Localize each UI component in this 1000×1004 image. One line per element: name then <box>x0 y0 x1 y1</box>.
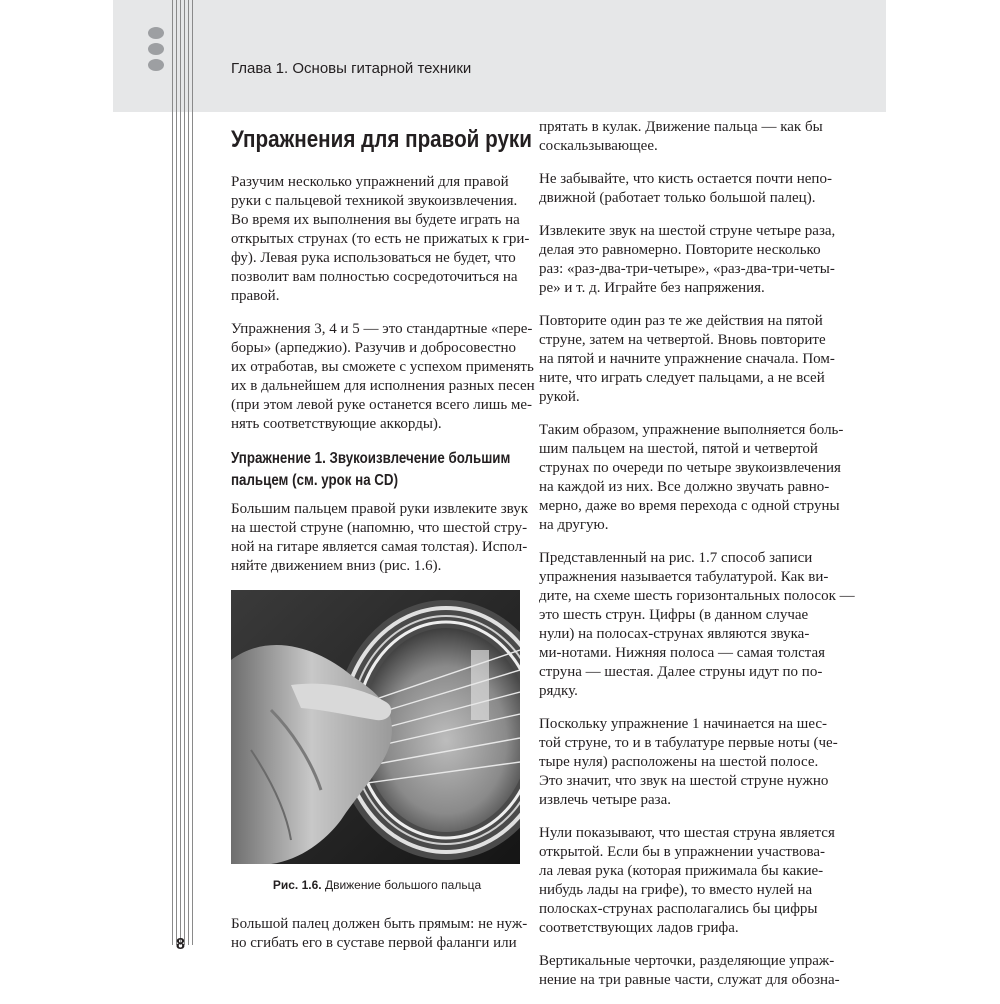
dot <box>148 43 164 55</box>
text-line: ной на гитаре является самая толстая). Испол- <box>231 539 528 555</box>
text-line: рядку. <box>539 683 578 699</box>
text-line: рукой. <box>539 389 580 405</box>
text-line: нибудь лады на грифе), то вместо нулей на <box>539 882 813 898</box>
text-line: соответствующих ладов грифа. <box>539 920 739 936</box>
paragraph <box>539 952 840 990</box>
text-line: Большой палец должен быть прямым: не нуж- <box>231 916 528 932</box>
dot <box>148 27 164 39</box>
paragraph <box>539 118 829 156</box>
text-line: нять соответствующие аккорды). <box>231 416 442 432</box>
text-line: нули) на полосах-струнах являются звука- <box>539 626 810 642</box>
text-line: Таким образом, упражнение выполняется боль- <box>539 422 844 438</box>
paragraph <box>539 312 835 407</box>
text-line: открытых струнах (то есть не прижатых к гри- <box>231 231 530 247</box>
left-column <box>231 118 535 967</box>
exercise-title <box>231 448 511 492</box>
text-line: ните, что играть следует пальцами, а не всей <box>539 370 825 386</box>
text-line: на другую. <box>539 517 609 533</box>
text-line: Это значит, что звук на шестой струне нужно <box>539 773 829 789</box>
text-line: мерно, даже во время перехода с одной струны <box>539 498 840 514</box>
text-line: правой. <box>231 288 280 304</box>
paragraph <box>539 824 835 938</box>
text-line: дите, на схеме шесть горизонтальных полосок — <box>539 588 855 604</box>
text-line: но сгибать его в суставе первой фаланги или <box>231 935 517 951</box>
text-line: струнах по очереди по четыре звукоизвлечения <box>539 460 841 476</box>
paragraph <box>539 715 838 810</box>
guitar-photo-drawing <box>231 590 520 864</box>
chapter-title: Глава 1. Основы гитарной техники <box>231 60 472 77</box>
paragraph <box>231 173 530 306</box>
paragraph <box>231 915 528 953</box>
text-line: Повторите один раз те же действия на пятой <box>539 313 823 329</box>
text-line: их отработав, вы сможете с успехом применять <box>231 359 534 375</box>
text-line: это шесть струн. Цифры (в данном случае <box>539 607 809 623</box>
dot <box>148 59 164 71</box>
text-line: Поскольку упражнение 1 начинается на шес- <box>539 716 828 732</box>
text-line: движной (работает только большой палец). <box>539 190 816 206</box>
text-line: Нули показывают, что шестая струна является <box>539 825 835 841</box>
text-line: полосках-струнах располагались бы цифры <box>539 901 818 917</box>
paragraph <box>231 320 535 434</box>
margin-rule-lines <box>172 0 194 945</box>
text-line: Представленный на рис. 1.7 способ записи <box>539 550 813 566</box>
text-line: тыре нуля) расположены на шестой полосе. <box>539 754 819 770</box>
text-line: няйте движением вниз (рис. 1.6). <box>231 558 442 574</box>
text-line: руки с пальцевой техникой звукоизвлечения. <box>231 193 518 209</box>
text-line: Не забывайте, что кисть остается почти непо- <box>539 171 832 187</box>
paragraph <box>539 549 855 701</box>
figure-caption <box>231 876 523 895</box>
text-line: извлечь четыре раза. <box>539 792 671 808</box>
text-line: на пятой и начните упражнение сначала. Пом- <box>539 351 835 367</box>
chapter-dots <box>148 27 166 75</box>
guitar-thumb-photo <box>231 590 520 864</box>
text-line: прятать в кулак. Движение пальца — как бы <box>539 119 823 135</box>
text-line: на каждой из них. Все должно звучать равно- <box>539 479 830 495</box>
paragraph <box>539 170 832 208</box>
exercise-title-line: Упражнение 1. Звукоизвлечение большим <box>231 450 511 467</box>
text-line: соскальзывающее. <box>539 138 658 154</box>
text-line: ла левая рука (которая прижимала бы какие- <box>539 863 824 879</box>
paragraph <box>539 421 844 535</box>
text-line: шим пальцем на шестой, пятой и четвертой <box>539 441 818 457</box>
exercise-title-line: пальцем (см. урок на CD) <box>231 472 399 489</box>
text-line: Вертикальные черточки, разделяющие упраж- <box>539 953 835 969</box>
text-line: открытой. Если бы в упражнении участвова- <box>539 844 825 860</box>
page-number: 8 <box>176 936 185 953</box>
text-line: Большим пальцем правой руки извлеките звук <box>231 501 528 517</box>
text-line: ми-нотами. Нижняя полоса — самая толстая <box>539 645 826 661</box>
text-line: ре» и т. д. Играйте без напряжения. <box>539 280 765 296</box>
text-line: упражнения называется табулатурой. Как ви- <box>539 569 829 585</box>
text-line: Во время их выполнения вы будете играть на <box>231 212 520 228</box>
text-line: позволит вам полностью сосредоточиться на <box>231 269 518 285</box>
text-line: делая это равномерно. Повторите несколько <box>539 242 821 258</box>
text-line: струне, затем на четвертой. Вновь повторите <box>539 332 826 348</box>
text-line: боры» (арпеджио). Разучив и добросовестно <box>231 340 516 356</box>
text-line: их в дальнейшем для исполнения разных песен <box>231 378 535 394</box>
text-line: струна — шестая. Далее струны идут по по- <box>539 664 823 680</box>
text-line: фу). Левая рука использоваться не будет, что <box>231 250 516 266</box>
text-line: Упражнения 3, 4 и 5 — это стандартные «пере- <box>231 321 533 337</box>
figure-caption-label: Рис. 1.6. <box>272 878 322 892</box>
text-line: Извлеките звук на шестой струне четыре раза, <box>539 223 836 239</box>
right-column <box>539 118 855 1004</box>
text-line: Разучим несколько упражнений для правой <box>231 174 509 190</box>
paragraph <box>231 500 528 576</box>
figure-caption-text: Движение большого пальца <box>324 878 482 892</box>
text-line: раз: «раз-два-три-четыре», «раз-два-три-четы- <box>539 261 835 277</box>
text-line: (при этом левой руке останется всего лишь ме- <box>231 397 533 413</box>
paragraph <box>539 222 836 298</box>
text-line: нение на три равные части, служат для обозна- <box>539 972 840 988</box>
text-line: на шестой струне (напомню, что шестой стру- <box>231 520 528 536</box>
header-band <box>113 0 886 112</box>
text-line: той струне, то и в табулатуре первые ноты (че- <box>539 735 838 751</box>
section-title: Упражнения для правой руки <box>231 126 532 153</box>
